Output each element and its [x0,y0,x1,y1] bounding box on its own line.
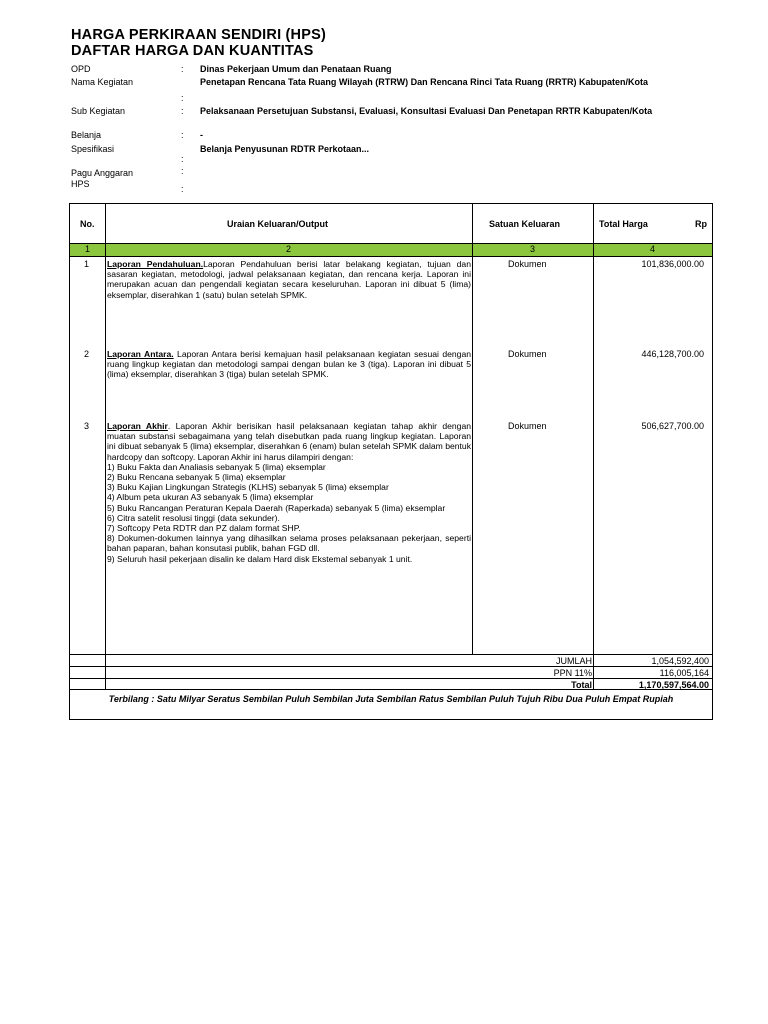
row-2-description [107,349,471,380]
list-item: 4) Album peta ukuran A3 sebanyak 5 (lima) eksemplar [107,492,314,503]
meta-colon: : [181,93,184,103]
grid-line [70,243,712,244]
meta-value: - [200,130,203,140]
meta-label: OPD [71,64,91,74]
meta-label: Sub Kegiatan [71,106,126,116]
meta-value: Dinas Pekerjaan Umum dan Penataan Ruang [200,64,392,74]
ppn-value: 116,005,164 [659,668,709,678]
row-3-unit: Dokumen [508,421,547,431]
row-1-price: 101,836,000.00 [641,259,704,269]
row-2-price: 446,128,700.00 [641,349,704,359]
ppn-label: PPN 11% [553,668,592,678]
total-label: Total [571,680,592,690]
grid-line [70,256,712,257]
meta-label: Pagu Anggaran [71,168,134,178]
header-satuan: Satuan Keluaran [489,219,561,229]
meta-colon: : [181,166,184,176]
row-3-intro [107,421,471,462]
hps-table [69,203,713,720]
jumlah-label: JUMLAH [555,656,592,666]
row-1-unit: Dokumen [508,259,547,269]
row-2-text: Laporan Antara berisi kemajuan hasil pelaksanaan kegiatan sesuai dengan ruang lingkup kegiatan dan metodologi sampai dengan bulan ke 3 (tiga). Laporan ini dibuat 5 (lima) eksemplar, diserahkan 3 (tiga) bulan setelah SPMK. [107,349,472,380]
row-1-text: Laporan Pendahuluan berisi latar belakang kegiatan, tujuan dan sasaran kegiatan, metodologi, jadwal pelaksanaan kegiatan, dan rencana kerja. Laporan ini merupakan acuan dan pengendali kegiatan secara keseluruhan. Laporan ini dibuat 5 (lima) eksemplar, diserahkan 1 (satu) bulan setelah SPMK. [107,259,471,300]
meta-colon: : [181,106,184,116]
row-2-no: 2 [84,349,90,359]
row-1-no: 1 [84,259,90,269]
grid-line [70,678,712,679]
page-title: HARGA PERKIRAAN SENDIRI (HPS) [71,27,326,43]
grid-line [70,666,712,667]
row-2-unit: Dokumen [508,349,547,359]
row-3-title: Laporan Akhir [107,421,168,431]
meta-colon: : [181,154,184,164]
meta-label: Nama Kegiatan [71,77,134,87]
col-number-1: 1 [84,244,90,254]
meta-label: Spesifikasi [71,144,115,154]
grid-line [472,204,473,654]
row-3-no: 3 [84,421,90,431]
meta-label: HPS [71,179,90,189]
row-3-text: . Laporan Akhir berisikan hasil pelaksanaan kegiatan tahap akhir dengan muatan substansi sebagaimana yang telah disebutkan pada ruang lingkup kegiatan. Laporan ini dibuat sebanyak 5 (lima) eksemplar, diserahkan 6 (enam) bulan setelah SPMK dalam bentuk hardcopy dan softcopy. Laporan Akhir ini harus dilampiri dengan: [107,421,472,462]
meta-value: Pelaksanaan Persetujuan Substansi, Evaluasi, Konsultasi Evaluasi Dan Penetapan RRTR Kabupaten/Kota [200,106,653,116]
list-item: 7) Softcopy Peta RDTR dan PZ dalam format SHP. [107,523,301,534]
header-rp: Rp [695,219,707,229]
list-item: 9) Seluruh hasil pekerjaan disalin ke dalam Hard disk Ekstemal sebanyak 1 unit. [107,553,413,564]
grid-line [105,204,106,689]
total-value: 1,170,597,564.00 [638,680,709,690]
meta-colon: : [181,64,184,74]
list-item: 8) Dokumen-dokumen lainnya yang dihasilkan selama proses pelaksanaan pekerjaan, seperti bahan paparan, bahan konsutasi publik, bahan FGD dll. [107,533,471,554]
meta-colon: : [181,130,184,140]
header-uraian: Uraian Keluaran/Output [227,219,329,229]
row-2-title: Laporan Antara. [107,349,174,359]
row-3-price: 506,627,700.00 [641,421,704,431]
meta-colon: : [181,184,184,194]
meta-value: Belanja Penyusunan RDTR Perkotaan... [200,144,370,154]
row-3-description [107,421,471,564]
grid-line [593,204,594,689]
row-1-description [107,259,471,300]
col-number-3: 3 [529,244,535,254]
list-item: 2) Buku Rencana sebanyak 5 (lima) eksemplar [107,472,286,483]
header-total-harga: Total Harga [599,219,648,229]
row-1-title: Laporan Pendahuluan. [107,259,204,269]
page-subtitle: DAFTAR HARGA DAN KUANTITAS [71,43,314,59]
grid-line [70,689,712,690]
grid-line [70,654,712,655]
list-item: 1) Buku Fakta dan Analiasis sebanyak 5 (lima) eksemplar [107,461,326,472]
list-item: 3) Buku Kajian Lingkungan Strategis (KLHS) sebanyak 5 (lima) eksemplar [107,482,389,493]
header-no: No. [80,219,95,229]
col-number-2: 2 [285,244,291,254]
meta-label: Belanja [71,130,102,140]
jumlah-value: 1,054,592,400 [651,656,709,666]
col-number-4: 4 [649,244,655,254]
list-item: 6) Citra satelit resolusi tinggi (data sekunder). [107,512,280,523]
meta-value: Penetapan Rencana Tata Ruang Wilayah (RTRW) Dan Rencana Rinci Tata Ruang (RRTR) Kabupaten/Kota [200,77,648,87]
list-item: 5) Buku Rancangan Peraturan Kepala Daerah (Raperkada) sebanyak 5 (lima) eksemplar [107,502,446,513]
terbilang-text: Terbilang : Satu Milyar Seratus Sembilan Puluh Sembilan Juta Sembilan Ratus Sembilan Puluh Tujuh Ribu Dua Puluh Empat Rupiah [108,694,674,704]
